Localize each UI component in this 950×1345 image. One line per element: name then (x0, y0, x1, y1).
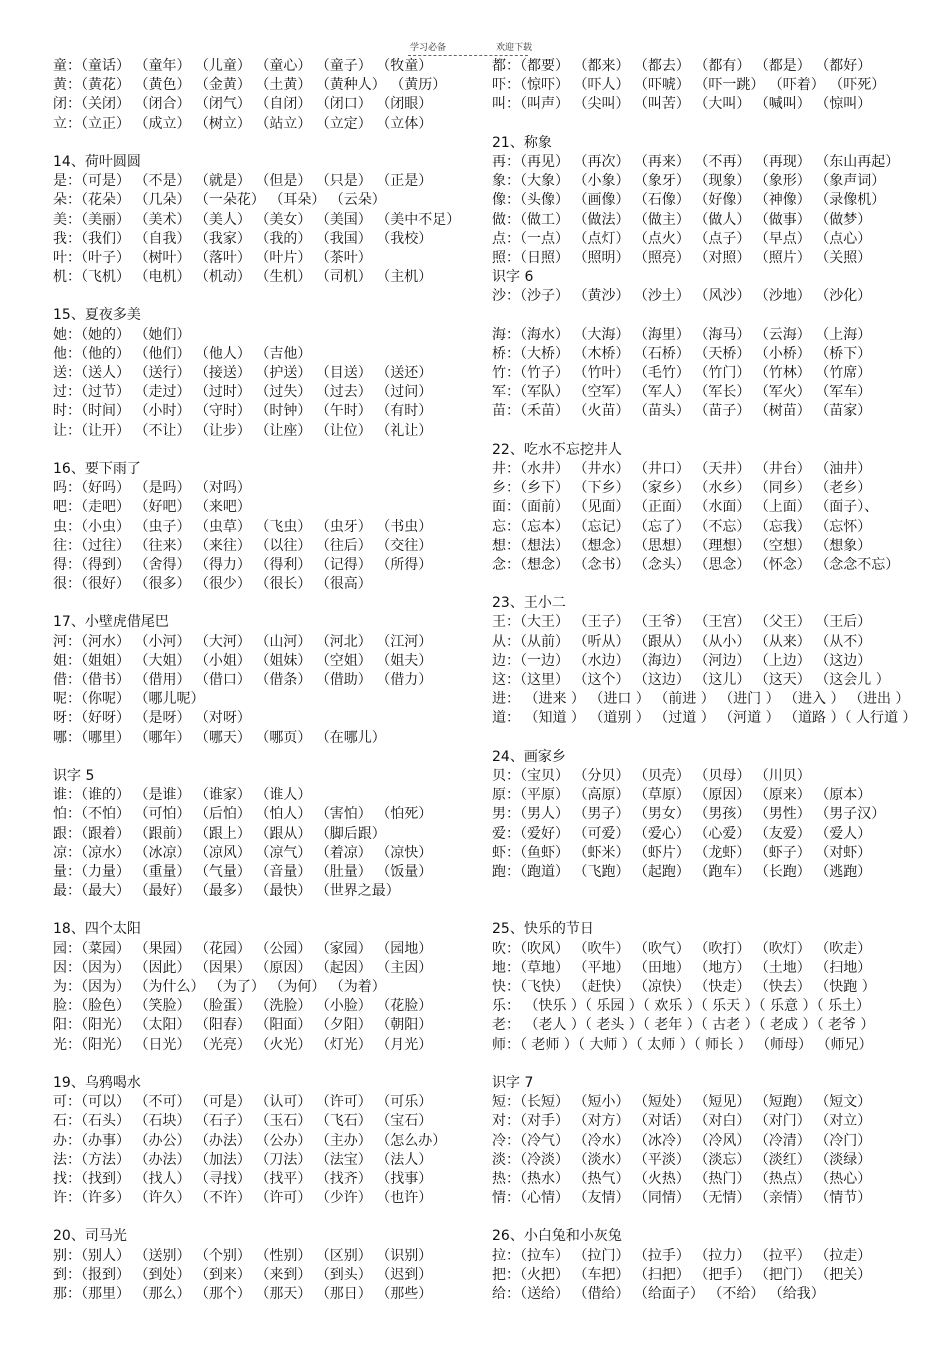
text-line: 对：（对手） （对方） （对话） （对白） （对门） （对立） (492, 1113, 872, 1130)
text-line: 18、四个太阳 (53, 921, 141, 938)
text-line: 23、王小二 (492, 595, 566, 612)
text-line: 阳：（阳光） （太阳） （阳春） （阳面） （夕阳） （朝阳） (53, 1017, 433, 1034)
text-line: 这：（这里） （这个） （这边） （这儿） （这天） （这会儿 ） (492, 672, 890, 688)
text-line: 过：（过节） （走过） （过时） （过失） （过去） （过问） (53, 384, 433, 401)
blank-line (53, 901, 473, 920)
text-line: 我：（我们） （自我） （我家） （我的） （我国） （我校） (53, 230, 433, 247)
text-line: 她：（她的） （她们） (53, 326, 191, 343)
text-line: 地：（草地） （平地） （田地） （地方） （土地） （扫地） (492, 959, 872, 976)
text-line: 海：（海水） （大海） （海里） （海马） （云海） （上海） (492, 326, 872, 343)
text-line: 朵：（花朵） （几朵） （一朵花） （耳朵） （云朵） (53, 192, 386, 209)
text-line: 吧：（走吧） （好吧） （来吧） (53, 499, 251, 516)
text-line: 忘：（忘本） （忘记） （忘了） （不忘） （忘我） （忘怀） (492, 518, 872, 535)
text-line: 照：（日照） （照明） （照亮） （对照） （照片） （关照） (492, 249, 872, 266)
text-line: 虫：（小虫） （虫子） （虫草） （飞虫） （虫牙） （书虫） (53, 518, 433, 535)
text-line: 爱：（爱好） （可爱） （爱心） （心爱） （友爱） （爱人） (492, 825, 872, 842)
blank-line (492, 1208, 937, 1227)
text-line: 那：（那里） （那么） （那个） （那天） （那日） （那些） (53, 1286, 433, 1302)
text-line: 石：（石头） （石块） （石子） （玉石） （飞石） （宝石） (53, 1113, 433, 1130)
text-line: 光：（阳光） （日光） （光亮） （火光） （灯光） （月光） (53, 1036, 433, 1053)
text-line: 河：（河水） （小河） （大河） （山河） （河北） （江河） (53, 633, 433, 650)
blank-line (53, 594, 473, 613)
text-line: 他：（他的） （他们） （他人） （吉他） (53, 345, 312, 362)
text-line: 面：（面前） （见面） （正面） （水面） （上面） （面子）、 (492, 499, 879, 516)
text-line: 井：（水井） （井水） （井口） （天井） （井台） （油井） (492, 460, 872, 477)
text-line: 拉：（拉车） （拉门） （拉手） （拉力） （拉平） （拉走） (492, 1247, 872, 1264)
blank-line (492, 729, 937, 748)
text-line: 再：（再见） （再次） （再来） （不再） （再现） （东山再起） (492, 153, 900, 170)
text-line: 20、司马光 (53, 1228, 127, 1245)
text-line: 吹：（吹风） （吹牛） （吹气） （吹打） （吹灯） （吹走） (492, 940, 872, 957)
text-line: 男：（男人） （男子） （男女） （男孩） （男性） （男子汉） (492, 806, 886, 823)
blank-line (492, 422, 937, 441)
text-line: 桥：（大桥） （木桥） （石桥） （天桥） （小桥） （桥下） (492, 345, 872, 362)
text-line: 叫：（叫声） （尖叫） （叫苦） （大叫） （喊叫） （惊叫） (492, 96, 872, 113)
text-line: 19、乌鸦喝水 (53, 1074, 141, 1091)
text-line: 识字 5 (53, 767, 95, 784)
text-line: 短：（长短） （短小） （短处） （短见） （短跑） （短文） (492, 1094, 872, 1111)
text-line: 量：（力量） （重量） （气量） （音量） （肚量） （饭量） (53, 863, 433, 880)
text-line: 情：（心情） （友情） （同情） （无情） （亲情） （情节） (492, 1190, 872, 1207)
text-line: 黄：（黄花） （黄色） （金黄） （土黄） （黄种人） （黄历） (53, 77, 447, 94)
text-line: 乐： （快乐 ）（ 乐园 ）（ 欢乐 ）（ 乐天 ）（ 乐意 ）（ 乐土） (492, 998, 870, 1015)
text-line: 王：（大王） （王子） （王爷） （王宫） （父王） （王后） (492, 614, 872, 631)
text-line: 给：（送给） （借给） （给面子） （不给） （给我） (492, 1286, 825, 1302)
text-line: 怕：（不怕） （可怕） （后怕） （怕人） （害怕） （怕死） (53, 806, 433, 823)
text-line: 22、吃水不忘挖井人 (492, 441, 622, 458)
blank-line (492, 115, 937, 134)
text-line: 想：（想法） （想念） （思想） （理想） （空想） （想象） (492, 537, 872, 554)
text-line: 得：（得到） （舍得） （得力） （得利） （记得） （所得） (53, 556, 433, 573)
text-line: 别：（别人） （送别） （个别） （性别） （区别） （识别） (53, 1247, 433, 1264)
text-line: 快：（飞快） （赶快） （凉快） （快走） （快去） （快跑 ） (492, 979, 876, 995)
text-line: 苗：（禾苗） （火苗） （苗头） （苗子） （树苗） （苗家） (492, 403, 872, 420)
text-line: 从：（从前） （听从） （跟从） （从小） （从来） （从不） (492, 633, 872, 650)
text-line: 26、小白兔和小灰兔 (492, 1228, 622, 1245)
blank-line (492, 901, 937, 920)
text-line: 到：（报到） （到处） （到来） （来到） （到头） （迟到） (53, 1266, 433, 1283)
blank-line (53, 134, 473, 153)
text-line: 乡：（乡下） （下乡） （家乡） （水乡） （同乡） （老乡） (492, 480, 872, 497)
text-line: 军：（军队） （空军） （军人） （军长） （军火） （军车） (492, 384, 872, 401)
text-line: 热：（热水） （热气） （火热） （热门） （热点） （热心） (492, 1170, 872, 1187)
left-column (53, 57, 473, 1304)
text-line: 姐：（姐姐） （大姐） （小姐） （姐妹） （空姐） （姐夫） (53, 652, 433, 669)
blank-line (53, 1208, 473, 1227)
text-line: 闭：（关闭） （闭合） （闭气） （自闭） （闭口） （闭眼） (53, 96, 433, 113)
header-right-text: 欢迎下载 (496, 43, 533, 53)
text-line: 识字 6 (492, 269, 534, 286)
text-line: 办：（办事） （办公） （办法） （公办） （主办） （怎么办） (53, 1132, 447, 1149)
blank-line (492, 306, 937, 325)
header-left-text: 学习必备 (410, 43, 447, 53)
text-line: 16、要下雨了 (53, 460, 141, 477)
text-line: 21、称象 (492, 134, 552, 151)
text-line: 进： （进来 ） （进口 ） （前进 ） （进门 ） （进入 ） （进出 ） (492, 691, 910, 708)
text-line: 借：（借书） （借用） （借口） （借条） （借助） （借力） (53, 672, 433, 688)
text-line: 法：（方法） （办法） （加法） （刀法） （法宝） （法人） (53, 1151, 433, 1168)
text-line: 因：（因为） （因此） （因果） （原因） （起因） （主因） (53, 959, 433, 976)
text-line: 原：（平原） （高原） （草原） （原因） （原来） （原本） (492, 787, 872, 804)
text-line: 跟：（跟着） （跟前） （跟上） （跟从） （脚后跟） (53, 825, 386, 842)
text-line: 找：（找到） （找人） （寻找） （找平） （找齐） （找事） (53, 1170, 433, 1187)
text-line: 像：（头像） （画像） （石像） （好像） （神像） （录像机） (492, 192, 886, 209)
text-line: 虾：（鱼虾） （虾米） （虾片） （龙虾） （虾子） （对虾） (492, 844, 872, 861)
text-line: 15、夏夜多美 (53, 307, 141, 324)
text-line: 呀：（好呀） （是呀） （对呀） (53, 710, 251, 727)
text-line: 送：（送人） （送行） （接送） （护送） （目送） （送还） (53, 365, 433, 381)
text-line: 童：（童话） （童年） （儿童） （童心） （童子） （牧童） (53, 58, 433, 74)
header-dashed-divider (408, 55, 528, 56)
text-line: 做：（做工） （做法） （做主） （做人） （做事） （做梦） (492, 211, 872, 228)
text-line: 都：（都要） （都来） （都去） （都有） （都是） （都好） (492, 58, 872, 74)
text-line: 识字 7 (492, 1074, 534, 1091)
text-line: 机：（飞机） （电机） （机动） （生机） （司机） （主机） (53, 269, 433, 286)
blank-line (53, 441, 473, 460)
text-line: 呢：（你呢） （哪儿呢） (53, 691, 205, 708)
text-line: 17、小壁虎借尾巴 (53, 614, 169, 631)
text-line: 象：（大象） （小象） （象牙） （现象） （象形） （象声词） (492, 173, 886, 190)
text-line: 脸：（脸色） （笑脸） （脸蛋） （洗脸） （小脸） （花脸） (53, 998, 433, 1015)
text-line: 淡：（冷淡） （淡水） （平淡） （淡忘） （淡红） （淡绿） (492, 1151, 872, 1168)
text-line: 谁：（谁的） （是谁） （谁家） （谁人） (53, 787, 312, 804)
text-line: 冷：（冷气） （冷水） （冰冷） （冷风） （冷清） （冷门） (492, 1132, 872, 1149)
text-line: 时：（时间） （小时） （守时） （时钟） （午时） （有时） (53, 403, 433, 420)
text-line: 贝：（宝贝） （分贝） （贝壳） （贝母） （川贝） (492, 767, 811, 784)
text-line: 老： （老人 ）（ 老头 ）（ 老年 ）（ 古老 ）（ 老成 ）（ 老爷 ） (492, 1017, 875, 1034)
text-line: 园：（菜园） （果园） （花园） （公园） （家园） （园地） (53, 940, 433, 957)
text-line: 往：（过往） （往来） （来往） （以往） （往后） （交往） (53, 537, 433, 554)
blank-line (492, 882, 937, 901)
text-line: 竹：（竹子） （竹叶） （毛竹） （竹门） （竹林） （竹席） (492, 365, 872, 381)
text-line: 让：（让开） （不让） （让步） （让座） （让位） （礼让） (53, 422, 433, 439)
blank-line (492, 1055, 937, 1074)
text-line: 沙：（沙子） （黄沙） （沙土） （风沙） （沙地） （沙化） (492, 288, 872, 305)
text-line: 叶：（叶子） （树叶） （落叶） （叶片） （茶叶） (53, 249, 372, 266)
text-line: 边：（一边） （水边） （海边） （河边） （上边） （这边） (492, 652, 872, 669)
text-line: 为：（因为） （为什么） （为了） （为何） （为着） (53, 979, 386, 995)
blank-line (53, 1055, 473, 1074)
blank-line (53, 287, 473, 306)
text-line: 念：（想念） （念书） （念头） （思念） （怀念） （念念不忘） (492, 556, 900, 573)
text-line: 是：（可是） （不是） （就是） （但是） （只是） （正是） (53, 173, 433, 190)
text-line: 把：（火把） （车把） （扫把） （把手） （把门） （把关） (492, 1266, 872, 1283)
text-line: 道： （知道 ） （道别 ） （过道 ） （河道 ） （道路 ）（ 人行道 ） (492, 710, 917, 727)
text-line: 跑：（跑道） （飞跑） （起跑） （跑车） （长跑） （逃跑） (492, 863, 872, 880)
blank-line (492, 575, 937, 594)
text-line: 点：（一点） （点灯） （点火） （点子） （早点） （点心） (492, 230, 872, 247)
text-line: 师：（ 老师 ）（ 大师 ）（ 太师 ）（ 师长 ） （师母） （师兄） (492, 1036, 873, 1053)
text-line: 美：（美丽） （美术） （美人） （美女） （美国） （美中不足） (53, 211, 461, 228)
text-line: 吗：（好吗） （是吗） （对吗） (53, 480, 251, 497)
text-line: 24、画家乡 (492, 748, 566, 765)
text-line: 可：（可以） （不可） （可是） （认可） （许可） （可乐） (53, 1094, 433, 1111)
text-line: 最：（最大） （最好） （最多） （最快） （世界之最） (53, 883, 400, 900)
text-line: 很：（很好） （很多） （很少） （很长） （很高） (53, 576, 372, 593)
blank-line (53, 748, 473, 767)
text-line: 25、快乐的节日 (492, 921, 594, 938)
right-column (492, 57, 937, 1304)
text-line: 许：（许多） （许久） （不许） （许可） （少许） （也许） (53, 1190, 433, 1207)
text-line: 吓：（惊吓） （吓人） （吓唬） （吓一跳） （吓着） （吓死） (492, 77, 886, 94)
text-line: 立：（立正） （成立） （树立） （站立） （立定） （立体） (53, 115, 433, 132)
text-line: 哪：（哪里） （哪年） （哪天） （哪页） （在哪儿） (53, 729, 386, 746)
text-line: 凉：（凉水） （冰凉） （凉风） （凉气） （着凉） （凉快） (53, 844, 433, 861)
text-line: 14、荷叶圆圆 (53, 153, 141, 170)
